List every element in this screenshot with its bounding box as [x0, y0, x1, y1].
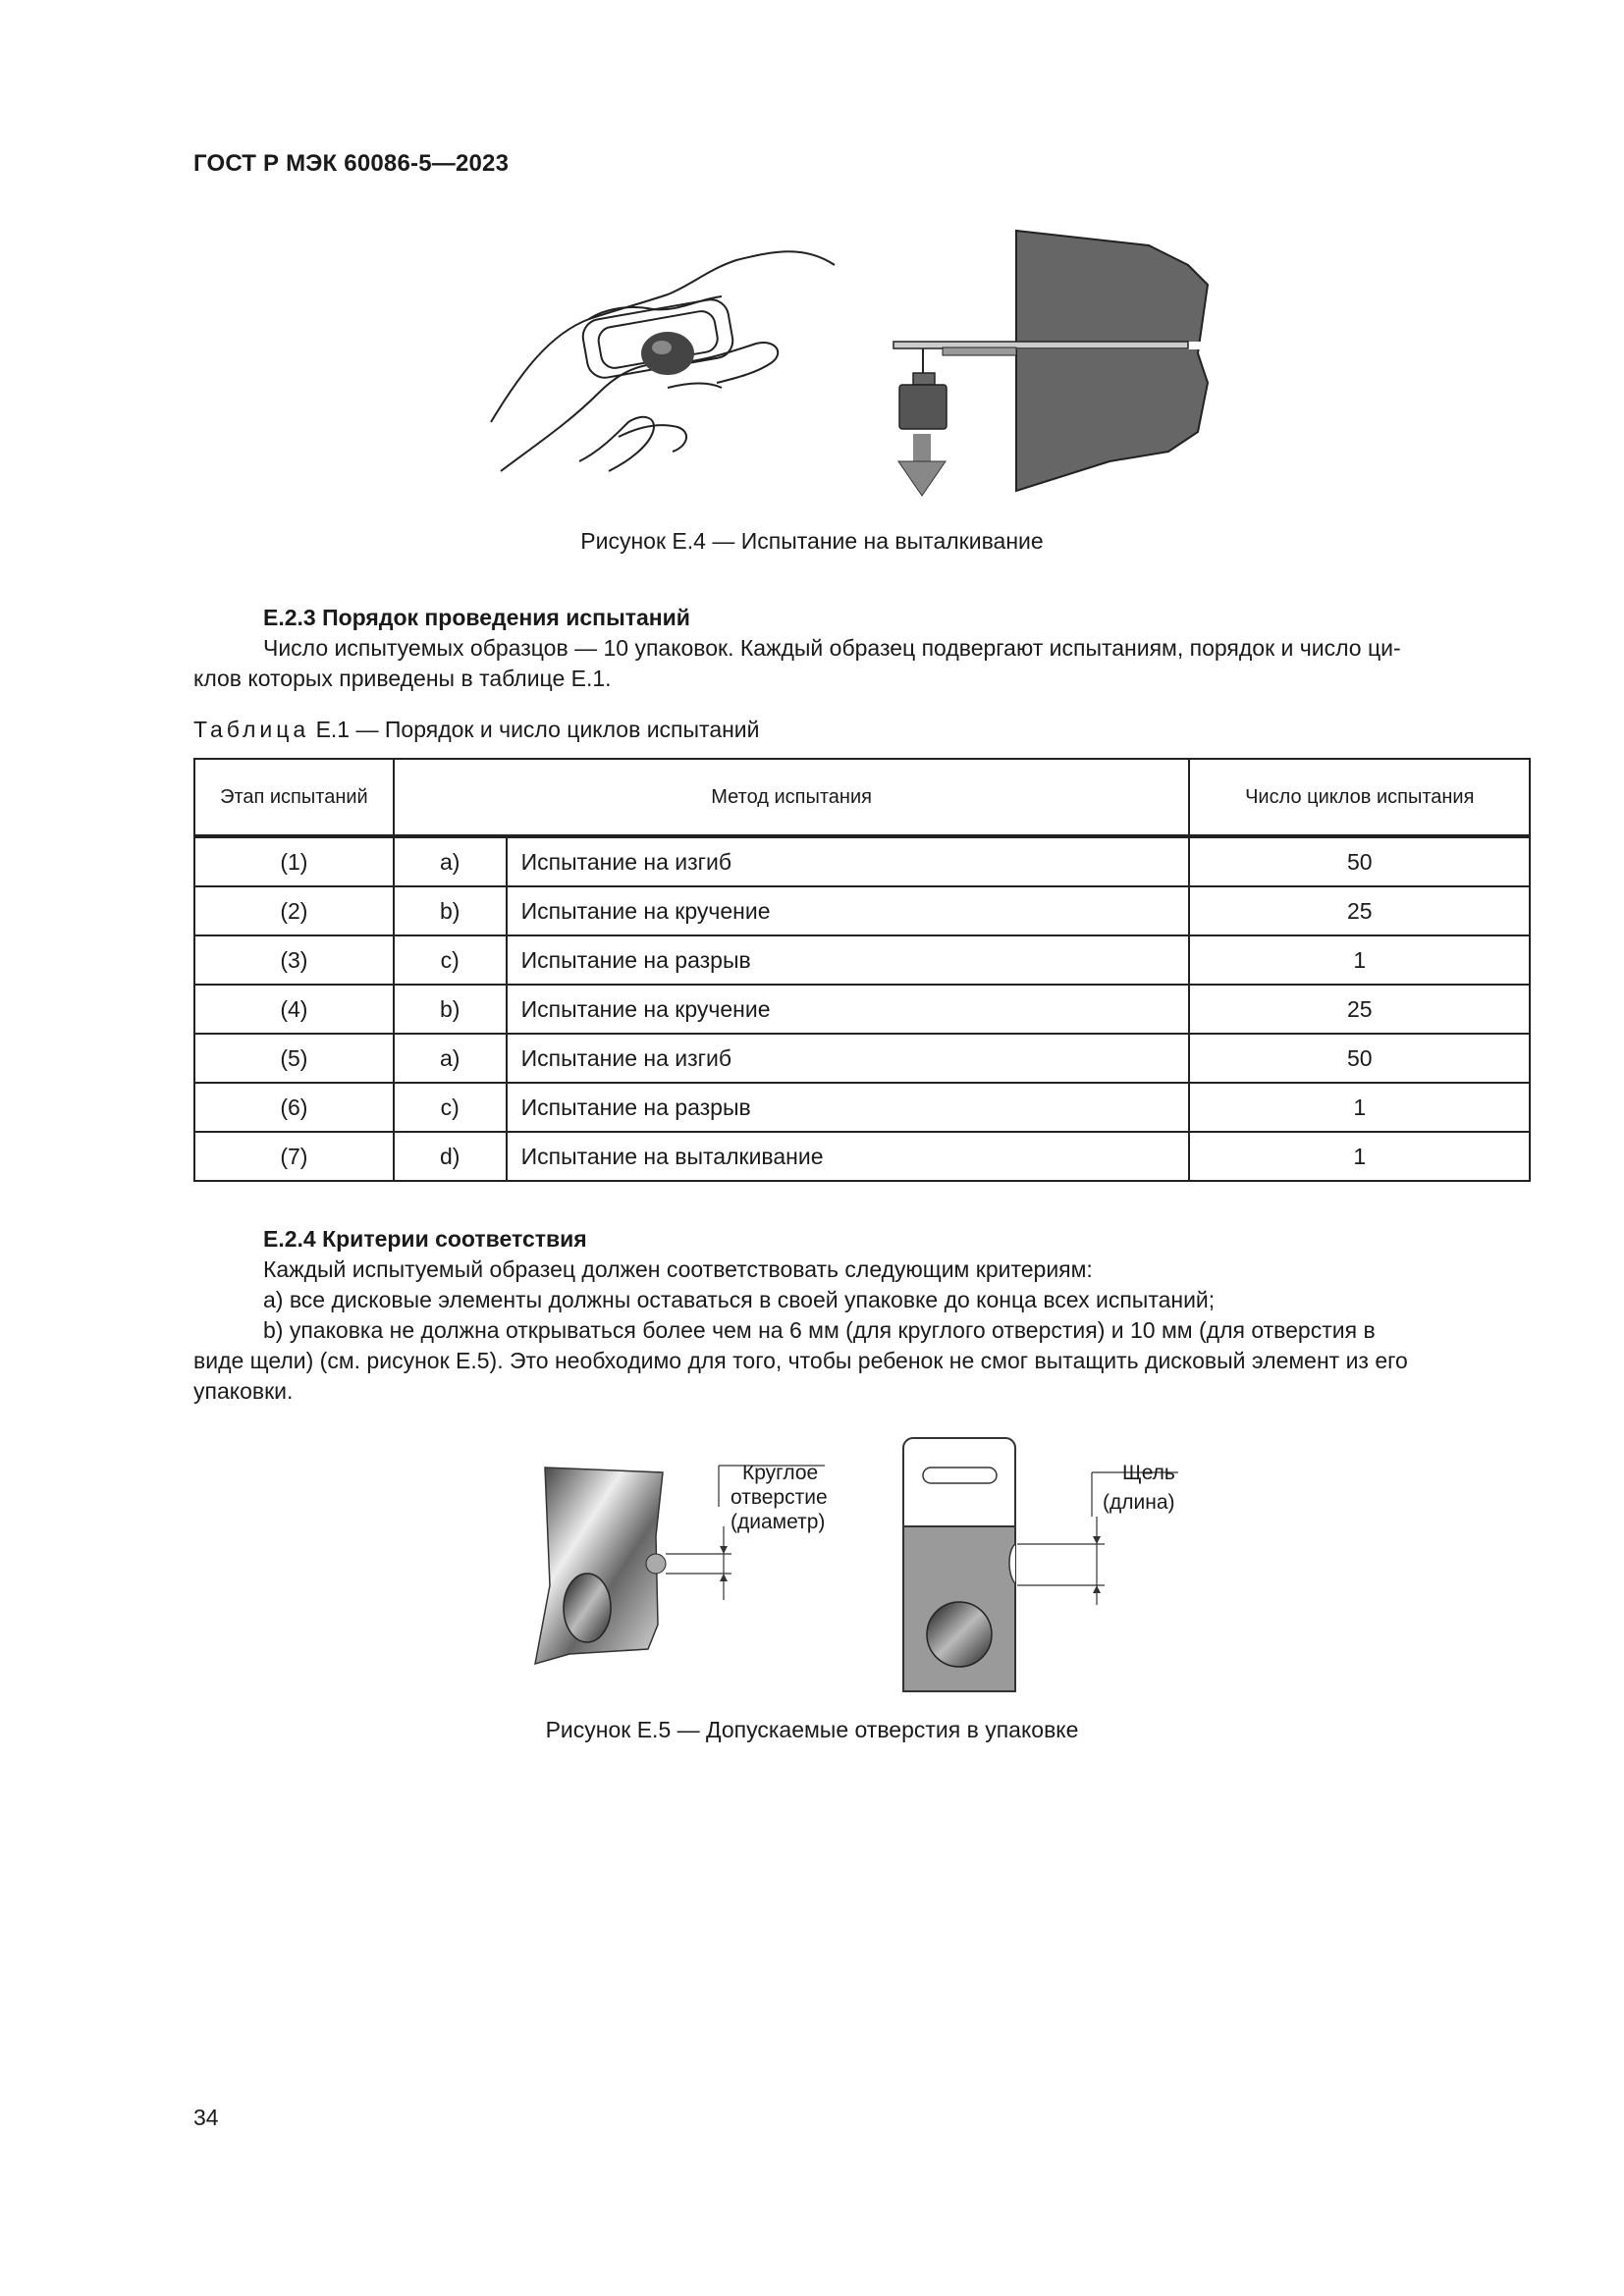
table-row: [194, 1034, 1530, 1083]
slot-package: [903, 1438, 1015, 1691]
cell-stage: (6): [194, 1083, 394, 1132]
section-e24-title: Е.2.4 Критерии соответствия: [263, 1226, 587, 1252]
tests-table: [193, 758, 1531, 1182]
cell-cycles: 25: [1189, 985, 1530, 1034]
section-e23-title: Е.2.3 Порядок проведения испытаний: [263, 605, 690, 630]
section-e24-line1: Каждый испытуемый образец должен соответствовать следующим критериям:: [263, 1256, 1093, 1282]
battery-disc: [641, 332, 694, 375]
cell-letter: а): [394, 836, 507, 886]
table-row: [194, 935, 1530, 985]
table-row: [194, 985, 1530, 1034]
cell-method: Испытание на разрыв: [507, 1083, 1190, 1132]
label-round-1: Круглое: [742, 1462, 819, 1484]
section-e24-line4: виде щели) (см. рисунок Е.5). Это необходимо для того, чтобы ребенок не смог вытащить дисковый элемент из его: [193, 1348, 1408, 1373]
cell-stage: (2): [194, 886, 394, 935]
cell-stage: (5): [194, 1034, 394, 1083]
label-round-2: отверстие: [731, 1486, 828, 1509]
cell-letter: с): [394, 1083, 507, 1132]
table-caption-word: Таблица: [193, 717, 310, 742]
cell-letter: b): [394, 886, 507, 935]
section-e24-line3: b) упаковка не должна открываться более чем на 6 мм (для круглого отверстия) и 10 мм (для отверстия в: [263, 1317, 1376, 1343]
cell-cycles: 50: [1189, 836, 1530, 886]
cell-cycles: 25: [1189, 886, 1530, 935]
cell-method: Испытание на выталкивание: [507, 1132, 1190, 1181]
cell-letter: с): [394, 935, 507, 985]
push-test-drawing: [893, 231, 1213, 496]
cell-method: Испытание на изгиб: [507, 836, 1190, 886]
section-e23-line1: Число испытуемых образцов — 10 упаковок. Каждый образец подвергают испытаниям, порядок и число ци-: [263, 635, 1401, 661]
cell-stage: (7): [194, 1132, 394, 1181]
cell-cycles: 1: [1189, 1132, 1530, 1181]
figure-e4-caption: Рисунок Е.4 — Испытание на выталкивание: [580, 528, 1044, 554]
label-slot-1: Щель: [1122, 1462, 1175, 1484]
cell-method: Испытание на изгиб: [507, 1034, 1190, 1083]
cell-method: Испытание на кручение: [507, 886, 1190, 935]
cell-cycles: 50: [1189, 1034, 1530, 1083]
cell-stage: (4): [194, 985, 394, 1034]
figure-e5-caption: Рисунок Е.5 — Допускаемые отверстия в упаковке: [545, 1717, 1079, 1742]
table-row: [194, 1132, 1530, 1181]
label-round-3: (диаметр): [731, 1511, 826, 1533]
table-row: [194, 886, 1530, 935]
header-cycles: Число циклов испытания: [1189, 759, 1530, 836]
figure-e5-illustration: [530, 1428, 1218, 1698]
section-e23-line2: клов которых приведены в таблице Е.1.: [193, 666, 612, 691]
cell-stage: (1): [194, 836, 394, 886]
cell-cycles: 1: [1189, 935, 1530, 985]
cell-stage: (3): [194, 935, 394, 985]
round-hole: [646, 1554, 666, 1574]
cell-letter: а): [394, 1034, 507, 1083]
cell-letter: b): [394, 985, 507, 1034]
header-method: Метод испытания: [394, 759, 1190, 836]
cell-method: Испытание на кручение: [507, 985, 1190, 1034]
section-e24-line5: упаковки.: [193, 1378, 294, 1404]
label-slot-2: (длина): [1103, 1491, 1175, 1514]
figure-e4-illustration: [481, 226, 1247, 501]
table-caption-rest: Е.1 — Порядок и число циклов испытаний: [309, 717, 760, 742]
header-stage: Этап испытаний: [194, 759, 394, 836]
cell-letter: d): [394, 1132, 507, 1181]
cell-method: Испытание на разрыв: [507, 935, 1190, 985]
section-e24-line2: а) все дисковые элементы должны оставаться в своей упаковке до конца всех испытаний;: [263, 1287, 1216, 1312]
table-header-row: [194, 759, 1530, 836]
page-number: 34: [193, 2105, 219, 2130]
table-caption: [193, 717, 760, 743]
table-row: [194, 1083, 1530, 1132]
document-header: ГОСТ Р МЭК 60086-5—2023: [193, 150, 510, 177]
cell-cycles: 1: [1189, 1083, 1530, 1132]
table-row: [194, 836, 1530, 886]
